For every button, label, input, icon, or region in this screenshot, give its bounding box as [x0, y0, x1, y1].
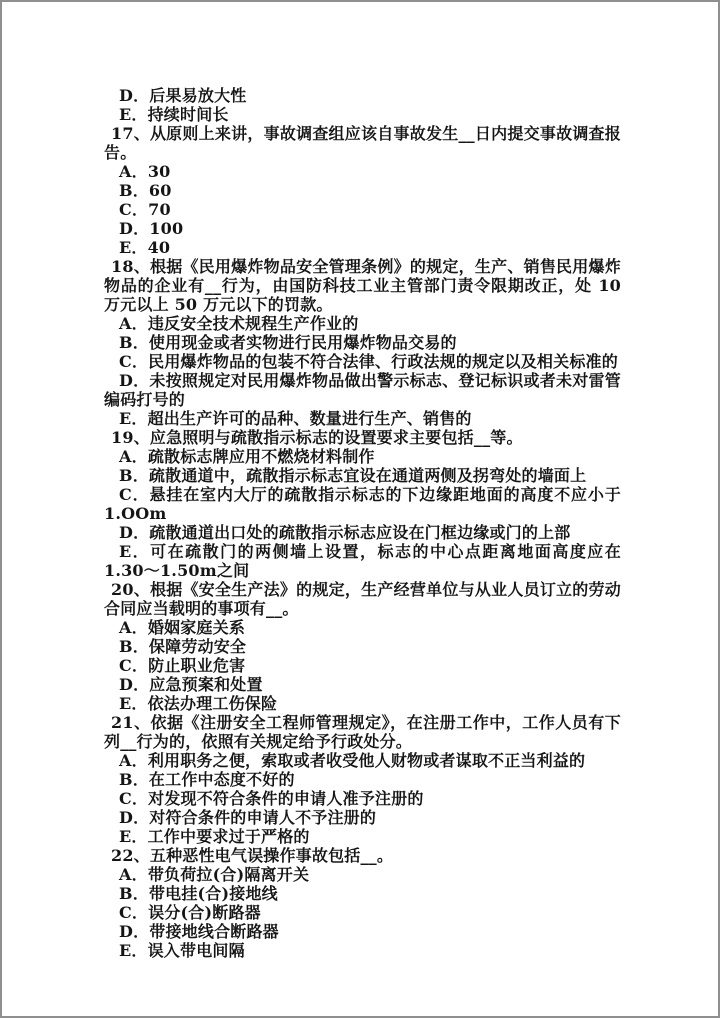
option-line: E．可在疏散门的两侧墙上设置，标志的中心点距离地面高度应在 1.30～1.50m之间 — [104, 542, 621, 580]
question-stem: 18、根据《民用爆炸物品安全管理条例》的规定，生产、销售民用爆炸物品的企业有__行为，由国防科技工业主管部门责令限期改正，处 10 万元以上 50 万元以下的罚款。 — [104, 257, 621, 314]
option-line: D．对符合条件的申请人不予注册的 — [119, 808, 377, 827]
option-line: E．40 — [119, 238, 171, 257]
option-line: A．30 — [119, 162, 171, 181]
option-line: A．婚姻家庭关系 — [119, 618, 246, 637]
question-21 — [104, 713, 621, 846]
question-stem: 17、从原则上来讲，事故调查组应该自事故发生__日内提交事故调查报告。 — [104, 124, 621, 162]
option-line: A．利用职务之便，索取或者收受他人财物或者谋取不正当利益的 — [119, 751, 586, 770]
question-stem: 21、依据《注册安全工程师管理规定》，在注册工作中，工作人员有下列__行为的，依照有关规定给予行政处分。 — [104, 713, 621, 751]
option-line: D．后果易放大性 — [119, 86, 247, 105]
question-stem: 20、根据《安全生产法》的规定，生产经营单位与从业人员订立的劳动合同应当载明的事项有__。 — [104, 580, 621, 618]
question-stem: 19、应急照明与疏散指示标志的设置要求主要包括__等。 — [111, 428, 523, 447]
option-line: E．持续时间长 — [119, 105, 229, 124]
option-line: D．应急预案和处置 — [119, 675, 263, 694]
question-18 — [104, 257, 621, 428]
option-line: C．防止职业危害 — [119, 656, 246, 675]
option-line: B．60 — [119, 181, 172, 200]
option-line: B．在工作中态度不好的 — [119, 770, 295, 789]
option-line: D．疏散通道出口处的疏散指示标志应设在门框边缘或门的上部 — [119, 523, 571, 542]
question-17 — [104, 124, 621, 257]
option-line: E．超出生产许可的品种、数量进行生产、销售的 — [119, 409, 472, 428]
option-line: D．100 — [119, 219, 184, 238]
option-line: C．民用爆炸物品的包装不符合法律、行政法规的规定以及相关标准的 — [119, 352, 618, 371]
option-line: A．违反安全技术规程生产作业的 — [119, 314, 359, 333]
option-line: B．疏散通道中，疏散指示标志宜设在通道两侧及拐弯处的墙面上 — [119, 466, 587, 485]
question-stem: 22、五种恶性电气误操作事故包括__。 — [111, 846, 394, 865]
option-line: C．悬挂在室内大厅的疏散指示标志的下边缘距地面的高度不应小于 1.OOm — [104, 485, 621, 523]
option-line: C．误分(合)断路器 — [119, 903, 261, 922]
option-line: C．对发现不符合条件的申请人准予注册的 — [119, 789, 424, 808]
option-line: E．依法办理工伤保险 — [119, 694, 278, 713]
option-line: E．误入带电间隔 — [119, 941, 245, 960]
option-line: E．工作中要求过于严格的 — [119, 827, 310, 846]
option-line: B．使用现金或者实物进行民用爆炸物品交易的 — [119, 333, 457, 352]
option-line: A．带负荷拉(合)隔离开关 — [119, 865, 310, 884]
option-line: D．带接地线合断路器 — [119, 922, 279, 941]
exam-question-list — [104, 86, 621, 960]
option-line: B．带电挂(合)接地线 — [119, 884, 278, 903]
option-line: B．保障劳动安全 — [119, 637, 247, 656]
option-line: A．疏散标志牌应用不燃烧材料制作 — [119, 447, 375, 466]
question-19 — [104, 428, 621, 580]
option-line: D．未按照规定对民用爆炸物品做出警示标志、登记标识或者未对雷管编码打号的 — [104, 371, 621, 409]
question-20 — [104, 580, 621, 713]
option-line: C．70 — [119, 200, 171, 219]
question-22 — [104, 846, 621, 960]
